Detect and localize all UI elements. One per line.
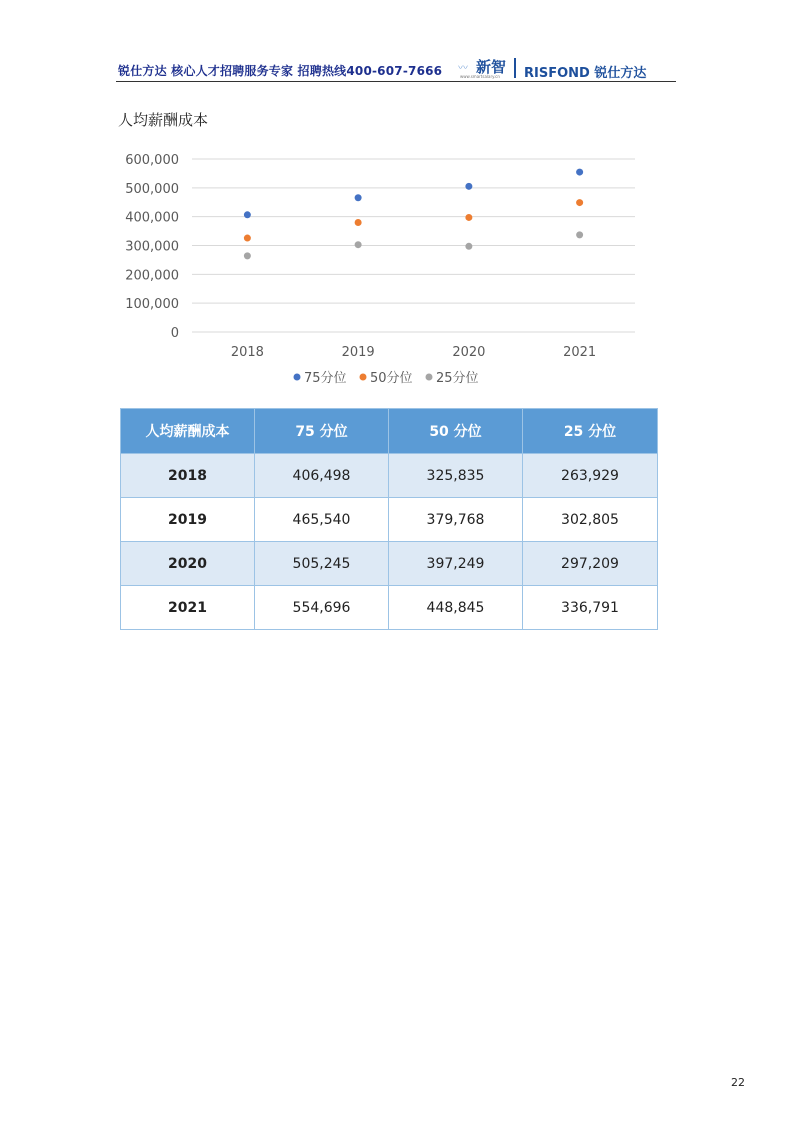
data-point [355, 241, 362, 248]
page-number: 22 [731, 1076, 745, 1089]
chart-title: 人均薪酬成本 [118, 111, 209, 129]
table-cell: 397,249 [389, 542, 523, 586]
table-row [121, 454, 658, 498]
legend-label: 25分位 [436, 371, 479, 386]
y-tick-label: 300,000 [125, 239, 179, 255]
table-header-cell: 50 分位 [389, 409, 523, 454]
y-tick-label: 200,000 [125, 268, 179, 284]
x-tick-label: 2019 [341, 345, 375, 360]
data-point [465, 243, 472, 250]
table-cell: 263,929 [523, 454, 658, 498]
x-tick-label: 2018 [230, 345, 264, 360]
xinzhi-logo-mark-icon: 〰 [458, 63, 468, 74]
table-cell: 379,768 [389, 498, 523, 542]
salary-scatter-chart [110, 140, 670, 400]
xinzhi-logo [458, 56, 508, 82]
data-point [355, 194, 362, 201]
data-point [355, 219, 362, 226]
table-header-cell: 75 分位 [255, 409, 389, 454]
data-point [465, 183, 472, 190]
data-point [244, 252, 251, 259]
risfond-logo: RISFOND 锐仕方达 [524, 66, 647, 81]
table-cell: 554,696 [255, 586, 389, 630]
legend-marker [426, 374, 433, 381]
y-tick-label: 100,000 [125, 297, 179, 313]
legend-label: 50分位 [370, 371, 413, 386]
table-row [121, 586, 658, 630]
table-cell-year: 2018 [121, 454, 255, 498]
table-cell: 448,845 [389, 586, 523, 630]
table-cell: 297,209 [523, 542, 658, 586]
table-cell: 302,805 [523, 498, 658, 542]
header-slogan: 锐仕方达 核心人才招聘服务专家 招聘热线400-607-7666 [118, 64, 443, 78]
salary-table [120, 408, 658, 630]
data-point [576, 231, 583, 238]
y-tick-label: 400,000 [125, 210, 179, 226]
table-row [121, 542, 658, 586]
table-header-cell: 25 分位 [523, 409, 658, 454]
x-tick-label: 2020 [452, 345, 486, 360]
xinzhi-logo-url: www.smartsalary.cn [460, 74, 500, 79]
y-tick-label: 500,000 [125, 181, 179, 197]
table-cell: 465,540 [255, 498, 389, 542]
xinzhi-logo-name: 新智 [476, 58, 507, 76]
table-cell: 505,245 [255, 542, 389, 586]
table-cell-year: 2021 [121, 586, 255, 630]
legend-marker [294, 374, 301, 381]
data-point [576, 169, 583, 176]
data-point [244, 211, 251, 218]
table-cell-year: 2019 [121, 498, 255, 542]
data-point [576, 199, 583, 206]
x-tick-label: 2021 [563, 345, 597, 360]
table-header-row [121, 409, 658, 454]
table-header-cell: 人均薪酬成本 [121, 409, 255, 454]
data-point [465, 214, 472, 221]
logo-divider [514, 58, 516, 78]
header-rule [116, 81, 676, 82]
y-tick-label: 0 [170, 326, 179, 341]
legend-marker [360, 374, 367, 381]
table-cell: 325,835 [389, 454, 523, 498]
legend-label: 75分位 [304, 371, 347, 386]
y-tick-label: 600,000 [125, 153, 179, 168]
table-cell-year: 2020 [121, 542, 255, 586]
table-cell: 336,791 [523, 586, 658, 630]
table-row [121, 498, 658, 542]
table-cell: 406,498 [255, 454, 389, 498]
data-point [244, 235, 251, 242]
